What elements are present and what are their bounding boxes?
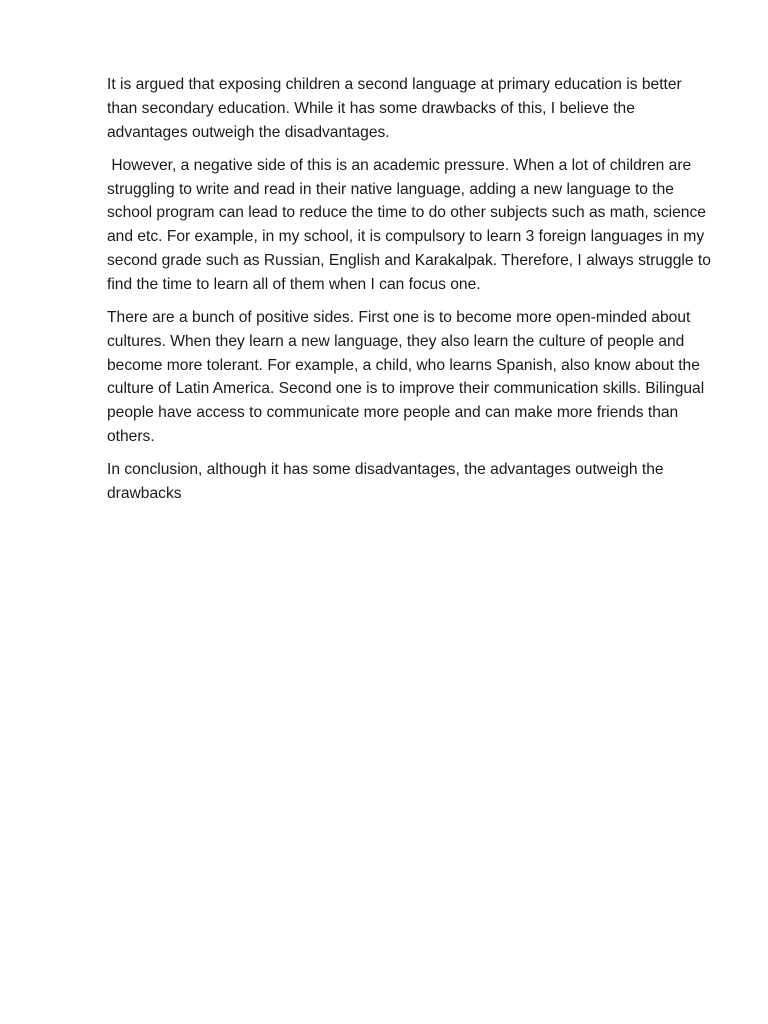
paragraph-disadvantages: However, a negative side of this is an academic pressure. When a lot of children are struggling to write and read in their native language, adding a new language to the school program can lead to reduce the time to do other subjects such as math, science and etc. For example, in my school, it is compulsory to learn 3 foreign languages in my second grade such as Russian, English and Karakalpak. Therefore, I always struggle to find the time to learn all of them when I can focus one. [107,156,711,293]
paragraph-conclusion: In conclusion, although it has some disadvantages, the advantages outweigh the drawbacks [107,461,664,502]
paragraph-advantages: There are a bunch of positive sides. First one is to become more open-minded about cultures. When they learn a new language, they also learn the culture of people and become more tolerant. For example, a child, who learns Spanish, also know about the culture of Latin America. Second one is to improve their communication skills. Bilingual people have access to communicate more people and can make more friends than others. [107,308,705,445]
document-body [107,73,713,515]
paragraph-introduction: It is argued that exposing children a second language at primary education is better than secondary education. While it has some drawbacks of this, I believe the advantages outweigh the disadvantages. [107,76,682,141]
